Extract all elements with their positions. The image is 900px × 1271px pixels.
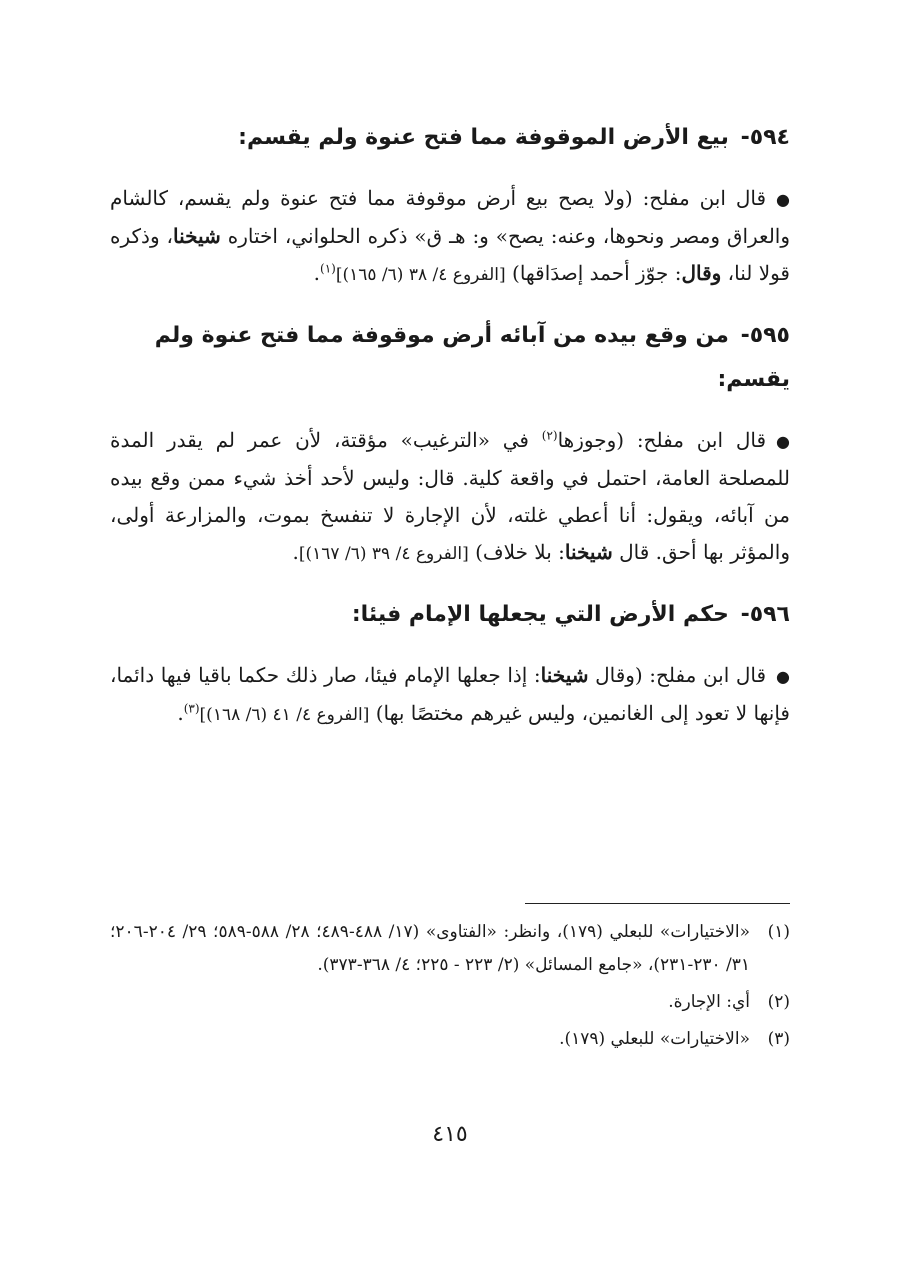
footnote-text: أي: الإجارة. xyxy=(668,992,750,1012)
paragraph-end: . xyxy=(292,540,299,564)
paragraph-text: في «الترغيب» مؤقتة، لأن عمر لم يقدر المدة للمصلحة العامة، احتمل في واقعة كلية. قال: وليس لأحد أخذ شيء ممن وقع بيده من آبائه، ويقول: أنا أعطي غلته، لأن الإجارة لا تنفسخ بموت، والمزارعة أولى، والمؤثر بها أحق. قال xyxy=(110,428,790,564)
paragraph-text: : جوّز أحمد إصدَاقها) xyxy=(512,261,682,285)
paragraph-end: . xyxy=(177,701,184,725)
footnote xyxy=(110,1023,790,1056)
footnote-number: (٣) xyxy=(767,1029,790,1049)
footnote-number: (٢) xyxy=(767,992,790,1012)
page-number: ٤١٥ xyxy=(432,1122,468,1147)
section-paragraph xyxy=(110,422,790,573)
main-content xyxy=(110,108,790,754)
section-number: ٥٩٥- xyxy=(740,323,790,348)
bullet-icon: ● xyxy=(776,667,790,686)
source-reference: [الفروع ٤/ ٣٨ (٦/ ١٦٥)] xyxy=(335,265,506,285)
footnote xyxy=(110,916,790,982)
footnote-marker[interactable]: (١) xyxy=(320,261,336,276)
section-heading: بيع الأرض الموقوفة مما فتح عنوة ولم يقسم: xyxy=(238,125,729,150)
section-heading: من وقع بيده من آبائه أرض موقوفة مما فتح عنوة ولم يقسم: xyxy=(154,323,790,392)
footnote-text: «الاختيارات» للبعلي (١٧٩)، وانظر: «الفتاوى» (١٧/ ٤٨٨-٤٨٩؛ ٢٨/ ٥٨٨-٥٨٩؛ ٢٩/ ٢٠٤-٢٠٦؛ ٣١/ ٢٣٠-٢٣١)، «جامع المسائل» (٢/ ٢٢٣ - ٢٢٥؛ ٤/ ٣٦٨-٣٧٣). xyxy=(110,922,751,975)
bold-term: شيخنا xyxy=(540,663,589,687)
section-heading: حكم الأرض التي يجعلها الإمام فيئا: xyxy=(351,602,729,627)
section-number: ٥٩٦- xyxy=(740,602,790,627)
section-title xyxy=(110,314,790,402)
section-title xyxy=(110,116,790,160)
section-number: ٥٩٤- xyxy=(740,125,790,150)
paragraph-text: قال ابن مفلح: (وقال xyxy=(595,663,767,687)
paragraph-text: : بلا خلاف) xyxy=(475,540,565,564)
footnote xyxy=(110,986,790,1019)
bullet-icon: ● xyxy=(776,432,790,451)
footnotes xyxy=(110,916,790,1060)
paragraph-end: . xyxy=(313,261,321,285)
source-reference: [الفروع ٤/ ٣٩ (٦/ ١٦٧)] xyxy=(298,544,469,564)
source-reference: [الفروع ٤/ ٤١ (٦/ ١٦٨)] xyxy=(199,705,370,725)
footnote-number: (١) xyxy=(767,922,790,942)
footnote-marker[interactable]: (٣) xyxy=(183,701,200,716)
footnote-divider xyxy=(525,903,790,904)
section-paragraph xyxy=(110,180,790,294)
section-title xyxy=(110,593,790,637)
paragraph-text: ، وذكره قولا لنا، xyxy=(110,224,790,285)
paragraph-text: قال ابن مفلح: (ولا يصح بيع أرض موقوفة مما فتح عنوة ولم يقسم، كالشام والعراق ومصر ونحوها، وعنه: يصح» و: هـ ق» ذكره الحلواني، اختاره xyxy=(110,186,790,248)
section-paragraph xyxy=(110,657,790,734)
bold-term: شيخنا xyxy=(564,540,613,564)
paragraph-text: : إذا جعلها الإمام فيئا، صار ذلك حكما باقيا فيها دائما، فإنها لا تعود إلى الغانمين، وليس غيرهم مختصًا بها) xyxy=(110,663,790,725)
footnote-text: «الاختيارات» للبعلي (١٧٩). xyxy=(559,1029,750,1049)
paragraph-text: قال ابن مفلح: (وجوزها xyxy=(557,428,767,452)
bold-term: وقال xyxy=(681,261,722,285)
footnote-marker[interactable]: (٢) xyxy=(541,428,558,443)
bold-term: شيخنا xyxy=(172,224,221,248)
bullet-icon: ● xyxy=(776,190,790,209)
